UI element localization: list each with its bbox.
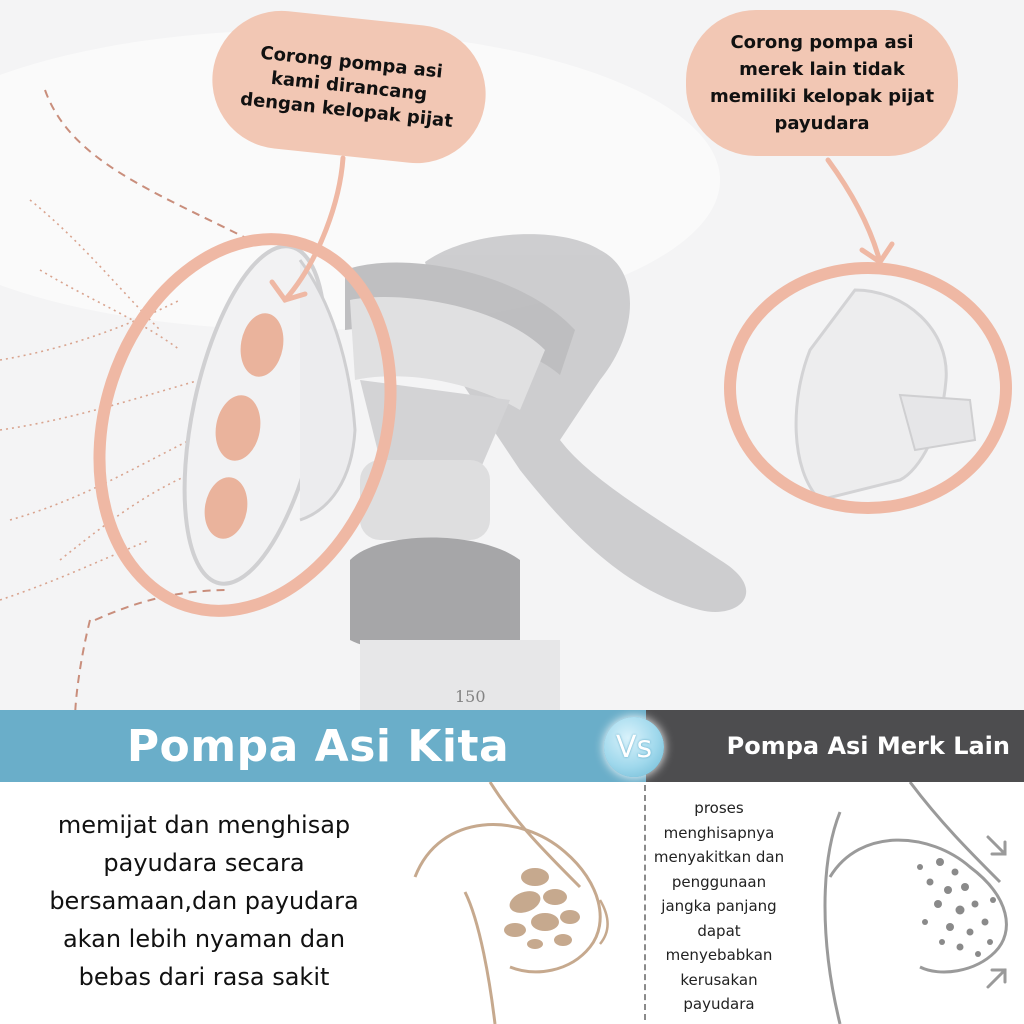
bottle-volume-label: 150 bbox=[455, 687, 486, 706]
title-others: Pompa Asi Merk Lain bbox=[726, 732, 1010, 760]
description-others: proses menghisapnya menyakitkan dan penggunaan jangka panjang dapat menyebabkan kerusakan payudara bbox=[653, 799, 785, 1013]
banner-others bbox=[646, 710, 1024, 782]
title-ours: Pompa Asi Kita bbox=[126, 720, 510, 772]
vs-badge bbox=[604, 717, 664, 777]
banner-ours bbox=[0, 710, 646, 782]
breast-diagram-pain-icon bbox=[800, 782, 1024, 1024]
callout-ours-text: Corong pompa asi kami dirancang dengan kelopak pijat bbox=[239, 42, 454, 132]
comparison-banner bbox=[0, 710, 1024, 782]
vs-label: Vs bbox=[615, 729, 653, 765]
breast-diagram-massage-icon bbox=[395, 782, 625, 1024]
description-ours: memijat dan menghisap payudara secara bersamaan,dan payudara akan lebih nyaman dan bebas dari rasa sakit bbox=[49, 811, 359, 991]
callout-others bbox=[686, 10, 958, 156]
callout-others-text: Corong pompa asi merek lain tidak memiliki kelopak pijat payudara bbox=[709, 32, 935, 134]
